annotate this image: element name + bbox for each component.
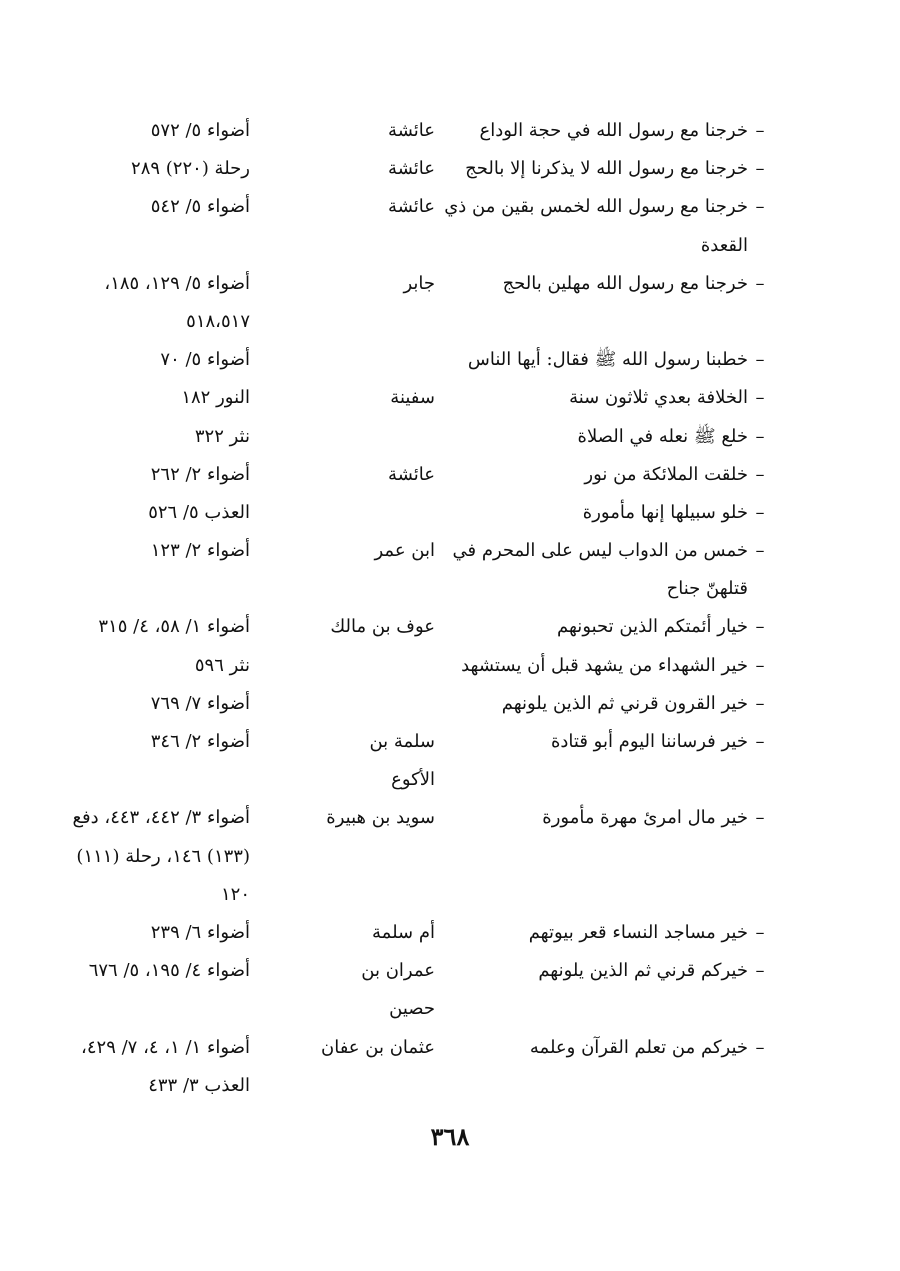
entry-main-line bbox=[120, 494, 770, 532]
list-dash: – bbox=[755, 463, 765, 485]
entry-main-line bbox=[98, 608, 770, 646]
reference-list: أضواء ٥/ ٧٠ bbox=[160, 349, 250, 371]
entry-main-line bbox=[120, 723, 770, 761]
narrator-name: عائشة bbox=[388, 120, 435, 141]
continuation-text: الأكوع bbox=[391, 769, 435, 791]
reference-list: أضواء ١/ ١، ٤، ٧/ ٤٢٩، bbox=[81, 1036, 250, 1058]
list-dash: – bbox=[755, 807, 765, 829]
entry-continuation-line bbox=[120, 876, 770, 914]
narrator-name: أم سلمة bbox=[372, 921, 435, 943]
continuation-text: قتلهنّ جناح bbox=[666, 578, 748, 600]
hadith-text: خلقت الملائكة من نور bbox=[584, 463, 748, 485]
reference-list: نثر ٣٢٢ bbox=[194, 425, 250, 447]
hadith-entry bbox=[98, 608, 770, 646]
entry-main-line bbox=[120, 150, 770, 188]
hadith-text: خلع ﷺ نعله في الصلاة bbox=[577, 425, 748, 447]
entry-continuation-line bbox=[120, 761, 770, 799]
reference-list: أضواء ٢/ ١٢٣ bbox=[150, 540, 250, 562]
reference-list: النور ١٨٢ bbox=[181, 387, 250, 409]
entry-continuation-line bbox=[120, 227, 770, 265]
reference-list: أضواء ٥/ ٥٧٢ bbox=[150, 120, 250, 141]
entry-main-line bbox=[81, 1029, 770, 1067]
hadith-entry bbox=[120, 723, 770, 799]
hadith-text: الخلافة بعدي ثلاثون سنة bbox=[569, 387, 748, 409]
entry-continuation-line bbox=[120, 1067, 770, 1105]
narrator-name: سويد بن هبيرة bbox=[326, 807, 435, 829]
hadith-entry bbox=[120, 188, 770, 264]
hadith-text: خطبنا رسول الله ﷺ فقال: أيها الناس bbox=[467, 349, 748, 371]
reference-list: أضواء ١/ ٥٨، ٤/ ٣١٥ bbox=[98, 616, 250, 638]
hadith-text: خيار أئمتكم الذين تحبونهم bbox=[557, 616, 748, 638]
narrator-name: عائشة bbox=[388, 196, 435, 218]
hadith-text: خير مال امرئ مهرة مأمورة bbox=[542, 807, 748, 829]
hadith-entry bbox=[81, 1029, 770, 1105]
list-dash: – bbox=[755, 921, 765, 943]
hadith-text: خرجنا مع رسول الله مهلين بالحج bbox=[502, 272, 748, 294]
entry-continuation-line bbox=[120, 303, 770, 341]
entry-continuation-line bbox=[120, 990, 770, 1028]
hadith-text: خلو سبيلها إنها مأمورة bbox=[582, 501, 748, 523]
hadith-entry bbox=[120, 685, 770, 723]
narrator-name: ابن عمر bbox=[374, 540, 435, 562]
reference-list: أضواء ٦/ ٢٣٩ bbox=[150, 921, 250, 943]
hadith-entry bbox=[120, 341, 770, 379]
list-dash: – bbox=[755, 349, 765, 371]
list-dash: – bbox=[755, 387, 765, 409]
narrator-name: عمران بن bbox=[361, 960, 435, 982]
narrator-name: جابر bbox=[403, 272, 435, 294]
continuation-text: (١٣٣) ١٤٦، رحلة (١١١) bbox=[76, 845, 250, 867]
entry-main-line bbox=[120, 379, 770, 417]
hadith-text: خير فرساننا اليوم أبو قتادة bbox=[550, 731, 748, 752]
entry-main-line bbox=[120, 456, 770, 494]
entry-main-line bbox=[120, 418, 770, 456]
continuation-text: القعدة bbox=[700, 234, 748, 256]
narrator-name: عثمان بن عفان bbox=[321, 1036, 435, 1058]
reference-list: العذب ٥/ ٥٢٦ bbox=[148, 501, 250, 523]
hadith-entry bbox=[120, 112, 770, 150]
hadith-text: خرجنا مع رسول الله لخمس بقين من ذي bbox=[444, 196, 748, 218]
entry-main-line bbox=[120, 112, 770, 150]
hadith-text: خرجنا مع رسول الله في حجة الوداع bbox=[479, 120, 748, 141]
entry-main-line bbox=[120, 685, 770, 723]
hadith-entry bbox=[120, 532, 770, 608]
list-dash: – bbox=[755, 120, 765, 141]
list-dash: – bbox=[755, 272, 765, 294]
entry-main-line bbox=[104, 265, 770, 303]
narrator-name: سلمة بن bbox=[369, 731, 435, 752]
entry-main-line bbox=[120, 532, 770, 570]
hadith-entry bbox=[120, 456, 770, 494]
list-dash: – bbox=[755, 501, 765, 523]
hadith-entry bbox=[72, 799, 770, 914]
continuation-text: ٥١٨،٥١٧ bbox=[186, 310, 250, 332]
reference-list: أضواء ٢/ ٢٦٢ bbox=[150, 463, 250, 485]
reference-list: أضواء ٢/ ٣٤٦ bbox=[150, 731, 250, 752]
hadith-text: خير القرون قرني ثم الذين يلونهم bbox=[501, 692, 748, 714]
hadith-text: خمس من الدواب ليس على المحرم في bbox=[452, 540, 748, 562]
hadith-entry bbox=[120, 647, 770, 685]
list-dash: – bbox=[755, 692, 765, 714]
list-dash: – bbox=[755, 196, 765, 218]
entry-main-line bbox=[120, 647, 770, 685]
reference-list: نثر ٥٩٦ bbox=[194, 654, 250, 676]
hadith-entry bbox=[120, 418, 770, 456]
entry-continuation-line bbox=[76, 838, 770, 876]
continuation-text: العذب ٣/ ٤٣٣ bbox=[148, 1074, 250, 1096]
list-dash: – bbox=[755, 425, 765, 447]
list-dash: – bbox=[755, 158, 765, 180]
hadith-text: خير مساجد النساء قعر بيوتهم bbox=[528, 921, 748, 943]
reference-list: أضواء ٣/ ٤٤٢، ٤٤٣، دفع bbox=[72, 807, 250, 829]
hadith-text: خيركم من تعلم القرآن وعلمه bbox=[529, 1036, 748, 1058]
list-dash: – bbox=[755, 616, 765, 638]
continuation-text: ١٢٠ bbox=[220, 883, 250, 905]
narrator-name: عائشة bbox=[388, 463, 435, 485]
narrator-name: عائشة bbox=[388, 158, 435, 180]
hadith-entry bbox=[104, 265, 770, 341]
entry-main-line bbox=[88, 952, 770, 990]
hadith-entry bbox=[120, 494, 770, 532]
list-dash: – bbox=[755, 540, 765, 562]
reference-list: أضواء ٥/ ٥٤٢ bbox=[150, 196, 250, 218]
hadith-entry bbox=[88, 952, 770, 1028]
hadith-text: خير الشهداء من يشهد قبل أن يستشهد bbox=[461, 654, 748, 676]
page-number: ٣٦٨ bbox=[430, 1122, 470, 1151]
entry-continuation-line bbox=[120, 570, 770, 608]
hadith-entry bbox=[120, 914, 770, 952]
narrator-name: عوف بن مالك bbox=[330, 616, 435, 638]
hadith-text: خرجنا مع رسول الله لا يذكرنا إلا بالحج bbox=[465, 158, 748, 180]
hadith-entry bbox=[120, 379, 770, 417]
list-dash: – bbox=[755, 960, 765, 982]
entry-main-line bbox=[120, 188, 770, 226]
hadith-text: خيركم قرني ثم الذين يلونهم bbox=[538, 960, 748, 982]
reference-list: أضواء ٧/ ٧٦٩ bbox=[150, 692, 250, 714]
narrator-name: سفينة bbox=[390, 387, 435, 409]
reference-list: رحلة (٢٢٠) ٢٨٩ bbox=[131, 158, 250, 180]
reference-list: أضواء ٥/ ١٢٩، ١٨٥، bbox=[104, 272, 250, 294]
list-dash: – bbox=[755, 731, 765, 752]
reference-list: أضواء ٤/ ١٩٥، ٥/ ٦٧٦ bbox=[88, 960, 250, 982]
entry-main-line bbox=[120, 341, 770, 379]
entry-main-line bbox=[72, 799, 770, 837]
list-dash: – bbox=[755, 654, 765, 676]
continuation-text: حصين bbox=[389, 998, 435, 1020]
hadith-entry bbox=[120, 150, 770, 188]
hadith-index-list bbox=[72, 112, 770, 1105]
list-dash: – bbox=[755, 1036, 765, 1058]
entry-main-line bbox=[120, 914, 770, 952]
